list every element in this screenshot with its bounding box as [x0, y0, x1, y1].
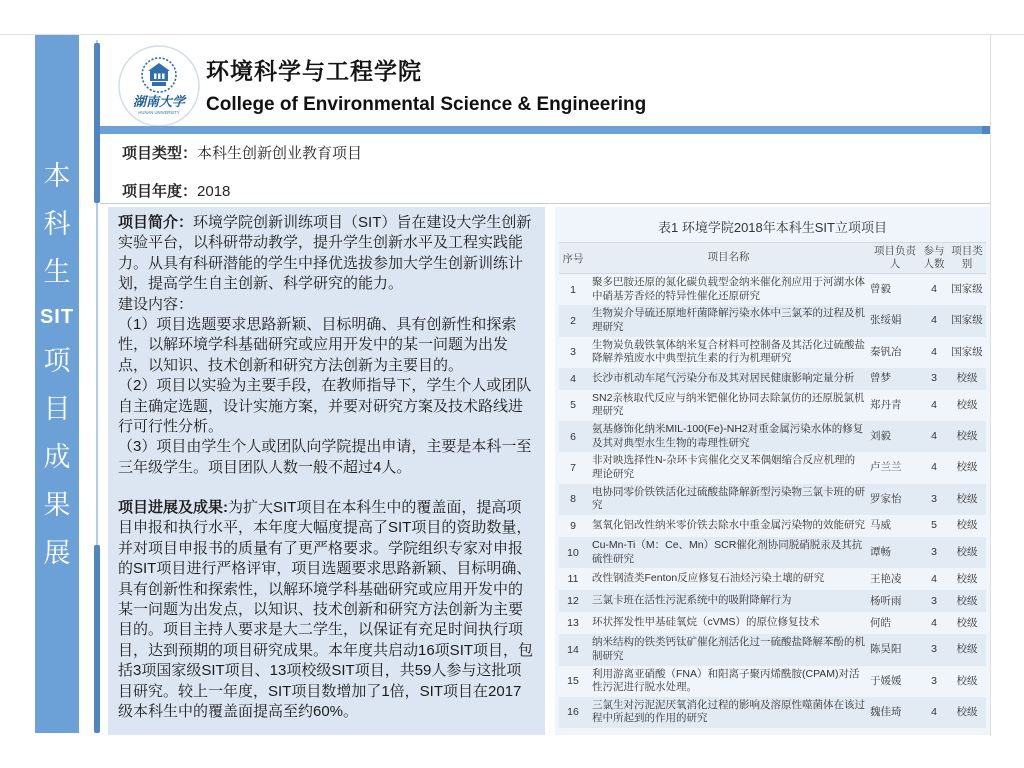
cell-leader: 杨听雨: [870, 594, 902, 607]
build-content-label: 建设内容：: [118, 295, 194, 313]
cell-category: 校级: [956, 546, 978, 559]
build-content-item-2: （2）项目以实验为主要手段，在教师指导下，学生个人或团队自主确定选题，设计实施方案，并要对研究方案及技术路线进行可行性分析。: [118, 377, 532, 435]
table-row: [559, 537, 986, 568]
cell-no: 10: [567, 546, 579, 559]
col-header-leader: 项目负责人: [874, 244, 916, 270]
paragraph-spacer: [118, 478, 535, 498]
cell-name: 聚多巴胺还原的氮化碳负载型金纳米催化剂应用于河湖水体中硝基芳香烃的特异性催化还原研究: [592, 276, 865, 302]
table-row: [559, 390, 986, 421]
cell-leader: 何皓: [870, 616, 891, 629]
table-row: [559, 337, 986, 368]
content-divider-line: [100, 203, 990, 204]
sidebar-char: 目: [43, 394, 71, 424]
table-header-row: [559, 242, 986, 274]
cell-category: 校级: [956, 372, 978, 385]
cell-members: 4: [931, 616, 937, 629]
table-title: 表1 环境学院2018年本科生SIT立项项目: [658, 220, 887, 235]
cell-members: 3: [931, 546, 937, 559]
cell-leader: 曾毅: [870, 283, 891, 296]
sidebar-char: 本: [43, 161, 71, 191]
cell-category: 校级: [956, 594, 978, 607]
build-content-item-3: （3）项目由学生个人或团队向学院提出申请，主要是本科一至三年级学生。项目团队人数一般不超过4人。: [118, 438, 532, 476]
cell-leader: 曾梦: [870, 372, 891, 385]
cell-leader: 刘毅: [870, 430, 891, 443]
cell-no: 12: [567, 595, 579, 608]
college-name-cn: 环境科学与工程学院: [206, 58, 422, 84]
cell-category: 国家级: [951, 314, 983, 327]
col-header-members: 参与人数: [923, 244, 945, 270]
cell-no: 2: [570, 314, 576, 327]
table-row: [559, 612, 986, 634]
cell-name: 改性钢渣类Fenton反应修复石油烃污染土壤的研究: [592, 572, 825, 585]
project-type-label: 项目类型：: [122, 145, 198, 162]
cell-name: 利用游离亚硝酸（FNA）和阳离子聚丙烯酰胺(CPAM)对活性污泥进行脱水处理。: [592, 667, 860, 694]
cell-leader: 郑丹青: [870, 398, 902, 411]
table-row: [559, 484, 986, 515]
logo-script-text: 湖南大学: [132, 94, 186, 109]
cell-category: 校级: [956, 461, 978, 474]
col-header-category: 项目类别: [951, 244, 983, 270]
cell-leader: 罗家怡: [870, 492, 902, 505]
table-row: [559, 634, 986, 665]
cell-members: 4: [931, 461, 937, 474]
cell-leader: 王艳凌: [870, 572, 902, 585]
header-divider-bar-cap: [982, 126, 990, 134]
table-row: [559, 368, 986, 390]
table-row: [559, 452, 986, 483]
sidebar-char: SIT: [39, 306, 75, 328]
cell-no: 9: [570, 519, 576, 532]
intro-panel: [108, 207, 545, 735]
cell-no: 1: [570, 283, 576, 296]
cell-name: 生物炭负载铁氧体纳米复合材料可控制备及其活化过硫酸盐降解养殖废水中典型抗生素的行为机理研究: [592, 338, 865, 365]
cell-leader: 张绥娟: [870, 314, 902, 327]
cell-name: 非对映选择性N-杂环卡宾催化交叉苯偶姻缩合反应机理的理论研究: [592, 454, 856, 481]
header-title-block: [206, 53, 906, 116]
table-row: [559, 568, 986, 590]
cell-members: 4: [931, 572, 937, 585]
cell-members: 3: [931, 372, 937, 385]
cell-name: 电协同零价铁铁活化过硫酸盐降解新型污染物三氯卡班的研究: [592, 485, 865, 512]
table-row: [559, 421, 986, 452]
sidebar-vertical-title: [35, 35, 79, 733]
cell-category: 校级: [956, 492, 978, 505]
cell-name: 三氯卡班在活性污泥系统中的吸附降解行为: [592, 594, 792, 607]
cell-no: 11: [567, 573, 579, 586]
project-year-row: [122, 180, 722, 201]
cell-no: 3: [570, 346, 576, 359]
cell-name: SN2亲核取代反应与纳米钯催化协同去除氯仿的还原脱氯机理研究: [592, 391, 865, 418]
col-header-no: 序号: [562, 252, 584, 265]
build-content-item-1: （1）项目选题要求思路新颖、目标明确、具有创新性和探索性，以解环境学科基础研究或应用开发中的某一问题为出发点，以知识、技术创新和研究方法创新为主要目的。: [118, 315, 517, 374]
cell-name: Cu-Mn-Ti（M：Ce、Mn）SCR催化剂协同脱硝脱汞及其抗硫性研究: [592, 538, 863, 565]
cell-category: 国家级: [951, 283, 983, 296]
table-row: [559, 697, 986, 728]
progress-text: 为扩大SIT项目在本科生中的覆盖面，提高项目申报和执行水平，本年度大幅度提高了SIT项目的资助数量，并对项目申报书的质量有了更严格要求。学院组织专家对申报的SIT项目进行严格评审，项目选题要求思路新颖、目标明确、具有创新性和探索性，以解环境学科基础研究或应用开发中的某一问题为出发点，以知识、技术创新和研究方法创新为主要目的。项目主持人要求是大二学生，以保证有充足时间执行项目，达到预期的项目研究成果。本年度共启动16项SIT项目，包括3项国家级SIT项目、13项校级SIT项目，共59人参与这批项目研究。较上一年度，SIT项目数增加了1倍，SIT项目在2017级本科生中的覆盖面提高至约60%。: [118, 499, 534, 720]
cell-members: 5: [931, 519, 937, 532]
cell-leader: 秦钒冶: [870, 345, 902, 358]
cell-category: 校级: [956, 674, 978, 687]
hunan-university-logo: [118, 45, 200, 127]
vertical-accent-segment-top: [94, 43, 100, 203]
project-year-label: 项目年度：: [122, 183, 198, 200]
sidebar-char: 生: [43, 257, 71, 287]
cell-members: 4: [931, 283, 937, 296]
cell-name: 三氯生对污泥泥厌氧消化过程的影响及溶原性噬菌体在该过程中所起到的作用的研究: [592, 698, 865, 725]
cell-name: 氢氧化铝改性纳米零价铁去除水中重金属污染物的效能研究: [592, 519, 865, 532]
sidebar-char: 果: [43, 490, 71, 520]
cell-leader: 魏佳琦: [870, 705, 902, 718]
header-divider-bar: [100, 126, 982, 134]
sidebar-char: 成: [43, 442, 71, 472]
logo-caption-text: HUNAN UNIVERSITY: [138, 110, 180, 115]
project-type-value: 本科生创新创业教育项目: [197, 145, 363, 162]
intro-label: 项目简介：: [118, 214, 194, 231]
cell-name: 生物炭介导硫还原地杆菌降解污染水体中三氯苯的过程及机理研究: [592, 307, 865, 333]
cell-category: 校级: [956, 705, 978, 718]
project-table-rows: [559, 274, 986, 728]
cell-leader: 于媛媛: [870, 674, 902, 687]
cell-category: 国家级: [951, 345, 983, 358]
cell-no: 15: [567, 675, 579, 688]
cell-members: 4: [931, 314, 937, 327]
cell-category: 校级: [956, 430, 978, 443]
table-row: [559, 515, 986, 537]
cell-no: 16: [567, 706, 579, 719]
cell-leader: 马威: [870, 519, 891, 532]
cell-category: 校级: [956, 643, 978, 656]
cell-category: 校级: [956, 616, 978, 629]
vertical-accent-segment-bottom: [94, 545, 100, 733]
cell-no: 7: [570, 462, 576, 475]
col-header-name: 项目名称: [707, 251, 750, 264]
right-edge-line: [990, 34, 991, 736]
cell-members: 3: [931, 594, 937, 607]
cell-members: 4: [931, 705, 937, 718]
cell-name: 环状挥发性甲基硅氧烷（cVMS）的原位修复技术: [592, 616, 820, 629]
cell-leader: 陈昊阳: [870, 643, 902, 656]
cell-category: 校级: [956, 519, 978, 532]
cell-no: 5: [570, 399, 576, 412]
sidebar-char: 展: [43, 538, 71, 568]
table-row: [559, 590, 986, 612]
project-year-value: 2018: [197, 183, 231, 200]
cell-leader: 卢兰兰: [870, 461, 902, 474]
sidebar-char: 科: [43, 209, 71, 239]
cell-no: 4: [570, 372, 576, 385]
table-row: [559, 305, 986, 336]
cell-members: 4: [931, 430, 937, 443]
cell-no: 8: [570, 493, 576, 506]
cell-name: 氨基修饰化纳米MIL-100(Fe)-NH2对重金属污染水体的修复及其对典型水生生物的毒理性研究: [592, 423, 864, 449]
progress-paragraph: [118, 498, 535, 722]
cell-category: 校级: [956, 398, 978, 411]
cell-members: 3: [931, 674, 937, 687]
intro-text: 环境学院创新训练项目（SIT）旨在建设大学生创新实验平台，以科研带动教学，提升学生创新水平及工程实践能力。从具有科研潜能的学生中择优选拔参加大学生创新训练计划，提高学生自主创新、科学研究的能力。: [118, 214, 532, 293]
project-type-row: [122, 142, 722, 163]
cell-no: 6: [570, 430, 576, 443]
intro-paragraph: [118, 213, 535, 295]
cell-no: 14: [567, 643, 579, 656]
table-row: [559, 666, 986, 697]
cell-members: 3: [931, 643, 937, 656]
cell-members: 4: [931, 398, 937, 411]
progress-label: 项目进展及成果:: [118, 499, 228, 517]
cell-members: 4: [931, 345, 937, 358]
cell-name: 纳米结构的铁类钙钛矿催化剂活化过一硫酸盐降解苯酚的机制研究: [592, 636, 865, 662]
cell-leader: 谭畅: [870, 546, 891, 559]
project-table-panel: [555, 207, 990, 735]
college-name-en: College of Environmental Science & Engineering: [206, 94, 647, 115]
logo-graphic: [118, 45, 200, 127]
cell-members: 3: [931, 492, 937, 505]
cell-name: 长沙市机动车尾气污染分布及其对居民健康影响定量分析: [592, 372, 855, 385]
cell-no: 13: [567, 617, 579, 630]
sidebar-char: 项: [43, 346, 71, 376]
cell-category: 校级: [956, 572, 978, 585]
top-edge-line: [0, 34, 1024, 35]
table-row: [559, 274, 986, 305]
